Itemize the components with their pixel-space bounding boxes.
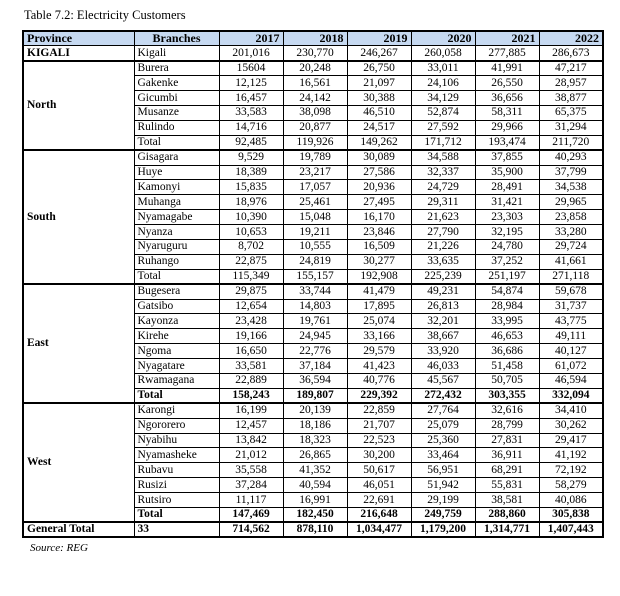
province-cell: KIGALI: [23, 46, 134, 61]
value-cell: 41,991: [475, 61, 539, 76]
value-cell: 149,262: [347, 135, 411, 150]
value-cell: 201,016: [219, 46, 283, 61]
value-cell: 15604: [219, 61, 283, 76]
value-cell: 72,192: [539, 463, 603, 478]
province-cell: General Total: [23, 522, 134, 537]
branch-cell: Nyaruguru: [134, 239, 219, 254]
column-header-province: Province: [23, 31, 134, 46]
column-header-branches: Branches: [134, 31, 219, 46]
value-cell: 33,280: [539, 225, 603, 240]
value-cell: 30,200: [347, 448, 411, 463]
branch-cell: Nyanza: [134, 225, 219, 240]
value-cell: 68,291: [475, 463, 539, 478]
value-cell: 158,243: [219, 388, 283, 403]
branch-cell: Ruhango: [134, 254, 219, 269]
value-cell: 33,920: [411, 344, 475, 359]
table-row: [23, 522, 603, 537]
value-cell: 260,058: [411, 46, 475, 61]
branch-cell: Gicumbi: [134, 91, 219, 106]
value-cell: 14,716: [219, 120, 283, 135]
table-row: [23, 150, 603, 165]
value-cell: 115,349: [219, 269, 283, 284]
value-cell: 246,267: [347, 46, 411, 61]
value-cell: 65,375: [539, 105, 603, 120]
province-cell: West: [23, 403, 134, 522]
value-cell: 8,702: [219, 239, 283, 254]
branch-cell: Ngororero: [134, 418, 219, 433]
value-cell: 16,199: [219, 403, 283, 418]
value-cell: 22,889: [219, 373, 283, 388]
value-cell: 36,911: [475, 448, 539, 463]
value-cell: 18,389: [219, 165, 283, 180]
province-cell: North: [23, 61, 134, 150]
value-cell: 16,509: [347, 239, 411, 254]
value-cell: 29,311: [411, 195, 475, 210]
value-cell: 30,277: [347, 254, 411, 269]
value-cell: 23,217: [283, 165, 347, 180]
value-cell: 34,588: [411, 150, 475, 165]
branch-cell: Burera: [134, 61, 219, 76]
value-cell: 21,097: [347, 76, 411, 91]
value-cell: 40,086: [539, 493, 603, 508]
value-cell: 22,875: [219, 254, 283, 269]
value-cell: 28,799: [475, 418, 539, 433]
value-cell: 229,392: [347, 388, 411, 403]
value-cell: 20,248: [283, 61, 347, 76]
value-cell: 33,581: [219, 359, 283, 374]
branch-cell: Musanze: [134, 105, 219, 120]
value-cell: 33,011: [411, 61, 475, 76]
value-cell: 12,125: [219, 76, 283, 91]
value-cell: 49,231: [411, 284, 475, 299]
value-cell: 58,279: [539, 478, 603, 493]
value-cell: 192,908: [347, 269, 411, 284]
value-cell: 38,667: [411, 329, 475, 344]
value-cell: 23,846: [347, 225, 411, 240]
value-cell: 32,195: [475, 225, 539, 240]
branch-cell: Karongi: [134, 403, 219, 418]
branch-cell: Rutsiro: [134, 493, 219, 508]
branch-cell: Rubavu: [134, 463, 219, 478]
value-cell: 47,217: [539, 61, 603, 76]
branch-cell: Total: [134, 388, 219, 403]
value-cell: 49,111: [539, 329, 603, 344]
branch-cell: Gakenke: [134, 76, 219, 91]
value-cell: 34,410: [539, 403, 603, 418]
value-cell: 40,293: [539, 150, 603, 165]
value-cell: 10,555: [283, 239, 347, 254]
value-cell: 31,737: [539, 299, 603, 314]
branch-cell: Nyabihu: [134, 433, 219, 448]
branch-cell: Nyamagabe: [134, 210, 219, 225]
value-cell: 29,417: [539, 433, 603, 448]
value-cell: 12,654: [219, 299, 283, 314]
value-cell: 230,770: [283, 46, 347, 61]
value-cell: 31,294: [539, 120, 603, 135]
value-cell: 30,388: [347, 91, 411, 106]
value-cell: 26,813: [411, 299, 475, 314]
value-cell: 41,479: [347, 284, 411, 299]
value-cell: 43,775: [539, 314, 603, 329]
value-cell: 16,170: [347, 210, 411, 225]
value-cell: 20,877: [283, 120, 347, 135]
value-cell: 147,469: [219, 508, 283, 523]
table-body: [23, 46, 603, 538]
value-cell: 714,562: [219, 522, 283, 537]
branch-cell: Gatsibo: [134, 299, 219, 314]
value-cell: 27,764: [411, 403, 475, 418]
value-cell: 29,965: [539, 195, 603, 210]
column-header-2018: 2018: [283, 31, 347, 46]
value-cell: 19,211: [283, 225, 347, 240]
value-cell: 36,594: [283, 373, 347, 388]
value-cell: 34,538: [539, 180, 603, 195]
value-cell: 35,900: [475, 165, 539, 180]
value-cell: 22,859: [347, 403, 411, 418]
table-row: [23, 46, 603, 61]
value-cell: 249,759: [411, 508, 475, 523]
value-cell: 29,579: [347, 344, 411, 359]
header-row: [23, 31, 603, 46]
value-cell: 31,421: [475, 195, 539, 210]
value-cell: 40,594: [283, 478, 347, 493]
value-cell: 24,517: [347, 120, 411, 135]
value-cell: 12,457: [219, 418, 283, 433]
value-cell: 10,653: [219, 225, 283, 240]
value-cell: 41,192: [539, 448, 603, 463]
value-cell: 37,252: [475, 254, 539, 269]
value-cell: 277,885: [475, 46, 539, 61]
value-cell: 29,966: [475, 120, 539, 135]
value-cell: 24,106: [411, 76, 475, 91]
value-cell: 37,799: [539, 165, 603, 180]
value-cell: 155,157: [283, 269, 347, 284]
value-cell: 30,262: [539, 418, 603, 433]
value-cell: 29,875: [219, 284, 283, 299]
value-cell: 20,936: [347, 180, 411, 195]
value-cell: 34,129: [411, 91, 475, 106]
value-cell: 21,012: [219, 448, 283, 463]
value-cell: 1,179,200: [411, 522, 475, 537]
value-cell: 58,311: [475, 105, 539, 120]
branch-cell: Total: [134, 508, 219, 523]
value-cell: 18,186: [283, 418, 347, 433]
value-cell: 211,720: [539, 135, 603, 150]
value-cell: 18,976: [219, 195, 283, 210]
value-cell: 20,139: [283, 403, 347, 418]
value-cell: 38,877: [539, 91, 603, 106]
value-cell: 40,127: [539, 344, 603, 359]
value-cell: 216,648: [347, 508, 411, 523]
value-cell: 30,089: [347, 150, 411, 165]
value-cell: 272,432: [411, 388, 475, 403]
value-cell: 33,583: [219, 105, 283, 120]
value-cell: 23,858: [539, 210, 603, 225]
value-cell: 45,567: [411, 373, 475, 388]
value-cell: 25,461: [283, 195, 347, 210]
value-cell: 35,558: [219, 463, 283, 478]
value-cell: 16,561: [283, 76, 347, 91]
value-cell: 24,819: [283, 254, 347, 269]
value-cell: 46,051: [347, 478, 411, 493]
branch-cell: Ngoma: [134, 344, 219, 359]
value-cell: 19,789: [283, 150, 347, 165]
table-row: [23, 61, 603, 76]
value-cell: 171,712: [411, 135, 475, 150]
electricity-customers-table: [22, 30, 604, 538]
value-cell: 61,072: [539, 359, 603, 374]
value-cell: 29,199: [411, 493, 475, 508]
value-cell: 21,623: [411, 210, 475, 225]
value-cell: 24,729: [411, 180, 475, 195]
table-row: [23, 403, 603, 418]
value-cell: 32,201: [411, 314, 475, 329]
value-cell: 22,523: [347, 433, 411, 448]
value-cell: 26,550: [475, 76, 539, 91]
value-cell: 332,094: [539, 388, 603, 403]
value-cell: 24,945: [283, 329, 347, 344]
value-cell: 29,724: [539, 239, 603, 254]
province-cell: East: [23, 284, 134, 403]
value-cell: 50,705: [475, 373, 539, 388]
value-cell: 27,831: [475, 433, 539, 448]
branch-cell: Kayonza: [134, 314, 219, 329]
value-cell: 193,474: [475, 135, 539, 150]
branch-cell: Total: [134, 135, 219, 150]
province-cell: South: [23, 150, 134, 284]
branch-cell: Gisagara: [134, 150, 219, 165]
value-cell: 288,860: [475, 508, 539, 523]
value-cell: 14,803: [283, 299, 347, 314]
value-cell: 52,874: [411, 105, 475, 120]
branch-cell: Rusizi: [134, 478, 219, 493]
column-header-2019: 2019: [347, 31, 411, 46]
value-cell: 26,865: [283, 448, 347, 463]
value-cell: 46,510: [347, 105, 411, 120]
branch-cell: Kigali: [134, 46, 219, 61]
value-cell: 17,057: [283, 180, 347, 195]
value-cell: 37,284: [219, 478, 283, 493]
value-cell: 16,457: [219, 91, 283, 106]
value-cell: 22,691: [347, 493, 411, 508]
value-cell: 41,423: [347, 359, 411, 374]
value-cell: 25,360: [411, 433, 475, 448]
branch-cell: Bugesera: [134, 284, 219, 299]
value-cell: 9,529: [219, 150, 283, 165]
value-cell: 1,034,477: [347, 522, 411, 537]
value-cell: 19,761: [283, 314, 347, 329]
value-cell: 189,807: [283, 388, 347, 403]
value-cell: 27,495: [347, 195, 411, 210]
value-cell: 225,239: [411, 269, 475, 284]
value-cell: 18,323: [283, 433, 347, 448]
value-cell: 41,352: [283, 463, 347, 478]
value-cell: 1,314,771: [475, 522, 539, 537]
value-cell: 28,957: [539, 76, 603, 91]
value-cell: 21,707: [347, 418, 411, 433]
value-cell: 11,117: [219, 493, 283, 508]
value-cell: 25,079: [411, 418, 475, 433]
value-cell: 56,951: [411, 463, 475, 478]
value-cell: 40,776: [347, 373, 411, 388]
value-cell: 26,750: [347, 61, 411, 76]
value-cell: 92,485: [219, 135, 283, 150]
value-cell: 1,407,443: [539, 522, 603, 537]
value-cell: 24,780: [475, 239, 539, 254]
value-cell: 46,594: [539, 373, 603, 388]
value-cell: 33,635: [411, 254, 475, 269]
value-cell: 24,142: [283, 91, 347, 106]
value-cell: 32,337: [411, 165, 475, 180]
value-cell: 51,942: [411, 478, 475, 493]
branch-cell: Kamonyi: [134, 180, 219, 195]
source-note: Source: REG: [30, 542, 88, 555]
value-cell: 19,166: [219, 329, 283, 344]
value-cell: 38,098: [283, 105, 347, 120]
value-cell: 46,653: [475, 329, 539, 344]
value-cell: 37,855: [475, 150, 539, 165]
value-cell: 46,033: [411, 359, 475, 374]
value-cell: 27,592: [411, 120, 475, 135]
branch-cell: Nyamasheke: [134, 448, 219, 463]
value-cell: 33,464: [411, 448, 475, 463]
value-cell: 251,197: [475, 269, 539, 284]
value-cell: 38,581: [475, 493, 539, 508]
value-cell: 54,874: [475, 284, 539, 299]
table-header: [23, 31, 603, 46]
value-cell: 10,390: [219, 210, 283, 225]
value-cell: 22,776: [283, 344, 347, 359]
value-cell: 33,166: [347, 329, 411, 344]
branch-cell: Muhanga: [134, 195, 219, 210]
value-cell: 41,661: [539, 254, 603, 269]
value-cell: 182,450: [283, 508, 347, 523]
value-cell: 23,428: [219, 314, 283, 329]
value-cell: 59,678: [539, 284, 603, 299]
value-cell: 51,458: [475, 359, 539, 374]
branch-cell: 33: [134, 522, 219, 537]
value-cell: 16,991: [283, 493, 347, 508]
value-cell: 286,673: [539, 46, 603, 61]
page-title: Table 7.2: Electricity Customers: [24, 8, 186, 22]
value-cell: 33,995: [475, 314, 539, 329]
value-cell: 36,656: [475, 91, 539, 106]
branch-cell: Rwamagana: [134, 373, 219, 388]
value-cell: 23,303: [475, 210, 539, 225]
column-header-2022: 2022: [539, 31, 603, 46]
value-cell: 21,226: [411, 239, 475, 254]
value-cell: 303,355: [475, 388, 539, 403]
column-header-2017: 2017: [219, 31, 283, 46]
value-cell: 36,686: [475, 344, 539, 359]
value-cell: 28,491: [475, 180, 539, 195]
branch-cell: Huye: [134, 165, 219, 180]
value-cell: 305,838: [539, 508, 603, 523]
value-cell: 17,895: [347, 299, 411, 314]
value-cell: 55,831: [475, 478, 539, 493]
value-cell: 27,790: [411, 225, 475, 240]
value-cell: 16,650: [219, 344, 283, 359]
column-header-2020: 2020: [411, 31, 475, 46]
value-cell: 33,744: [283, 284, 347, 299]
value-cell: 28,984: [475, 299, 539, 314]
branch-cell: Nyagatare: [134, 359, 219, 374]
value-cell: 37,184: [283, 359, 347, 374]
value-cell: 878,110: [283, 522, 347, 537]
value-cell: 50,617: [347, 463, 411, 478]
table-row: [23, 284, 603, 299]
column-header-2021: 2021: [475, 31, 539, 46]
value-cell: 15,048: [283, 210, 347, 225]
branch-cell: Kirehe: [134, 329, 219, 344]
value-cell: 15,835: [219, 180, 283, 195]
branch-cell: Total: [134, 269, 219, 284]
value-cell: 25,074: [347, 314, 411, 329]
value-cell: 32,616: [475, 403, 539, 418]
value-cell: 13,842: [219, 433, 283, 448]
value-cell: 271,118: [539, 269, 603, 284]
branch-cell: Rulindo: [134, 120, 219, 135]
value-cell: 119,926: [283, 135, 347, 150]
value-cell: 27,586: [347, 165, 411, 180]
